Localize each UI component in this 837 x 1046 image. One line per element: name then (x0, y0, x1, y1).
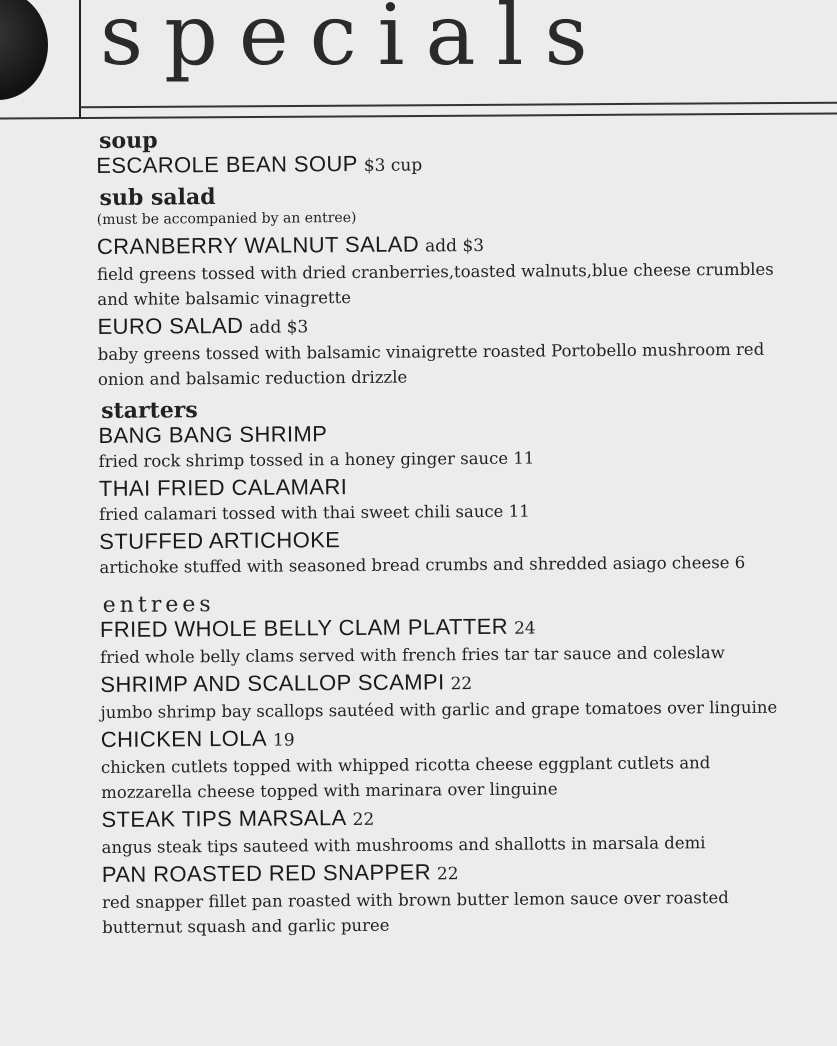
menu-item (98, 417, 798, 473)
menu-item-name: PAN ROASTED RED SNAPPER 22 (101, 859, 459, 887)
menu-item-name: STEAK TIPS MARSALA 22 (101, 805, 375, 832)
menu-item (97, 308, 798, 391)
menu-item-description: jumbo shrimp bay scallops sautéed with garlic and grape tomatoes over linguine (100, 697, 778, 722)
menu-item-price: add $3 (425, 235, 485, 257)
menu-item-description: baby greens tossed with balsamic vinaigrette roasted Portobello mushroom red onion and balsamic reduction drizzle (97, 339, 765, 389)
menu-item-price: $3 cup (363, 155, 423, 176)
menu-item-name: ESCAROLE BEAN SOUP $3 cup (96, 150, 423, 178)
section-soup (96, 125, 796, 181)
menu-item (102, 856, 803, 939)
restaurant-logo (0, 0, 48, 100)
menu-item-description: red snapper fillet pan roasted with brown butter lemon sauce over roasted butternut squash and garlic puree (101, 888, 729, 937)
menu-item-price: 22 (450, 674, 473, 695)
menu-item-description: artichoke stuffed with seasoned bread crumbs and shredded asiago cheese 6 (99, 552, 746, 577)
menu-item-price: 19 (272, 730, 295, 751)
header-rule-top (80, 102, 837, 109)
menu-item-name: BANG BANG SHRIMP (98, 421, 328, 448)
menu-item-price: 22 (436, 864, 459, 885)
menu-item-name: CRANBERRY WALNUT SALAD add $3 (96, 231, 485, 259)
header-divider (79, 0, 81, 118)
menu-item-name: STUFFED ARTICHOKE (99, 527, 341, 554)
menu-item-description: field greens tossed with dried cranberries,toasted walnuts,blue cheese crumbles and white balsamic vinagrette (97, 259, 774, 309)
menu-item (100, 666, 800, 724)
menu-item-description: chicken cutlets topped with whipped ricotta cheese eggplant cutlets and mozzarella cheese topped with marinara over linguine (100, 753, 711, 802)
section-note: (must be accompanied by an entree) (96, 209, 357, 228)
menu-item (101, 801, 801, 859)
specials-menu (96, 125, 802, 942)
menu-item-name: THAI FRIED CALAMARI (98, 474, 348, 501)
menu-item-price: add $3 (249, 317, 309, 338)
menu-item-price: 24 (513, 618, 536, 639)
menu-item-price: 22 (352, 809, 375, 831)
menu-item-description: fried calamari tossed with thai sweet chili sauce 11 (98, 501, 530, 524)
section-sub-salad (96, 182, 798, 392)
menu-item (99, 523, 799, 579)
menu-item-name: CHICKEN LOLA 19 (100, 725, 295, 752)
menu-item (101, 721, 802, 804)
menu-item-description: fried rock shrimp tossed in a honey ginger sauce 11 (98, 448, 535, 471)
section-entrees (100, 588, 803, 939)
section-heading: entrees (102, 592, 215, 618)
header-rule-bottom (0, 112, 837, 119)
menu-item (100, 611, 800, 669)
menu-item-description: angus steak tips sauteed with mushrooms and shallotts in marsala demi (101, 833, 706, 857)
menu-item (97, 228, 798, 311)
section-heading: starters (101, 397, 198, 424)
menu-item-name: FRIED WHOLE BELLY CLAM PLATTER 24 (99, 613, 536, 642)
section-starters (98, 394, 799, 579)
menu-item-name: EURO SALAD add $3 (97, 312, 309, 339)
menu-item-description: fried whole belly clams served with french fries tar tar sauce and coleslaw (100, 643, 725, 667)
section-heading: soup (98, 127, 158, 154)
menu-item (99, 470, 799, 526)
page-title: specials (100, 0, 609, 84)
menu-item-name: SHRIMP AND SCALLOP SCAMPI 22 (100, 669, 473, 697)
section-heading: sub salad (99, 184, 216, 211)
